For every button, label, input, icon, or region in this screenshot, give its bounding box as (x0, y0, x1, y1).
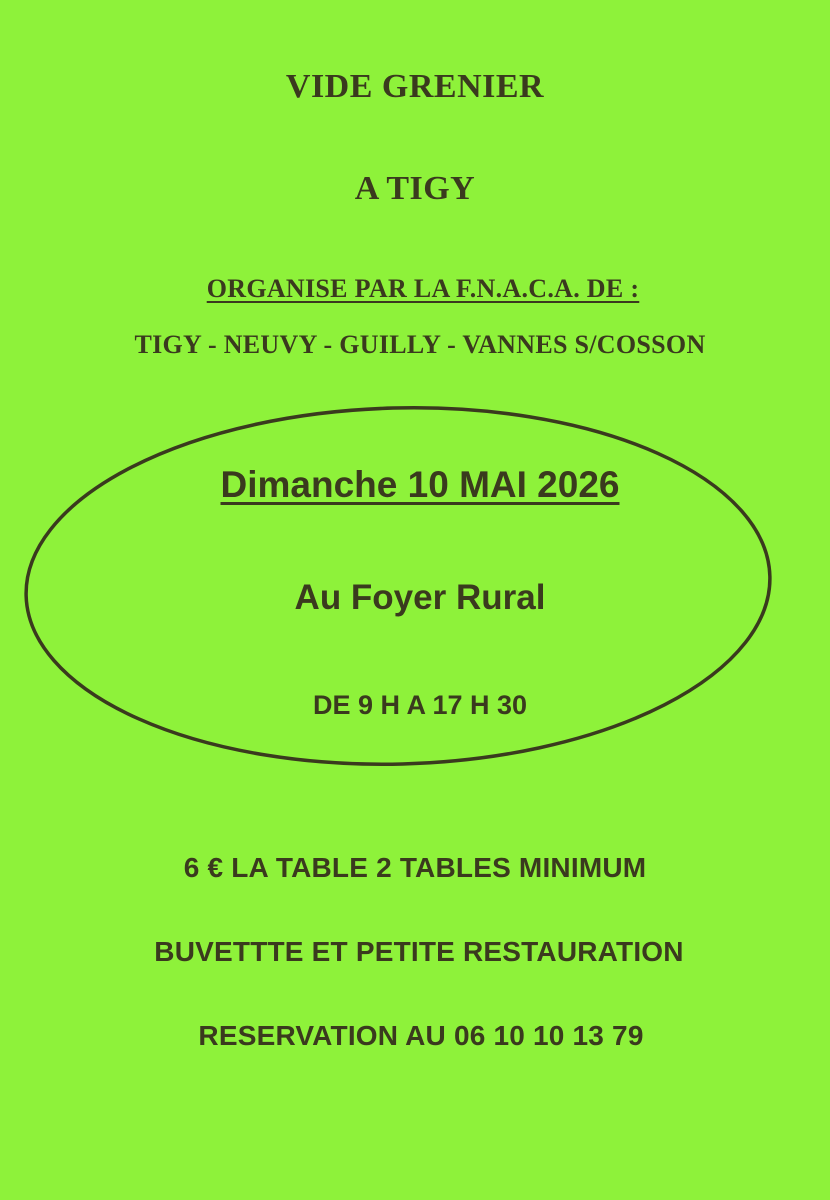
organizer-heading (8, 274, 830, 304)
event-venue: Au Foyer Rural (294, 578, 546, 617)
table-pricing: 6 € LA TABLE 2 TABLES MINIMUM (183, 852, 647, 883)
organizer-heading-text: ORGANISE PAR LA F.N.A.C.A. DE : (206, 274, 640, 303)
poster-title: VIDE GRENIER (285, 68, 545, 105)
event-date-text: Dimanche 10 MAI 2026 (220, 464, 620, 505)
communes-list: TIGY - NEUVY - GUILLY - VANNES S/COSSON (134, 330, 706, 359)
reservation-phone: RESERVATION AU 06 10 10 13 79 (198, 1020, 644, 1051)
catering-info: BUVETTTE ET PETITE RESTAURATION (154, 936, 684, 967)
event-hours: DE 9 H A 17 H 30 (312, 690, 528, 720)
poster-location: A TIGY (354, 170, 476, 207)
event-date (5, 464, 830, 506)
